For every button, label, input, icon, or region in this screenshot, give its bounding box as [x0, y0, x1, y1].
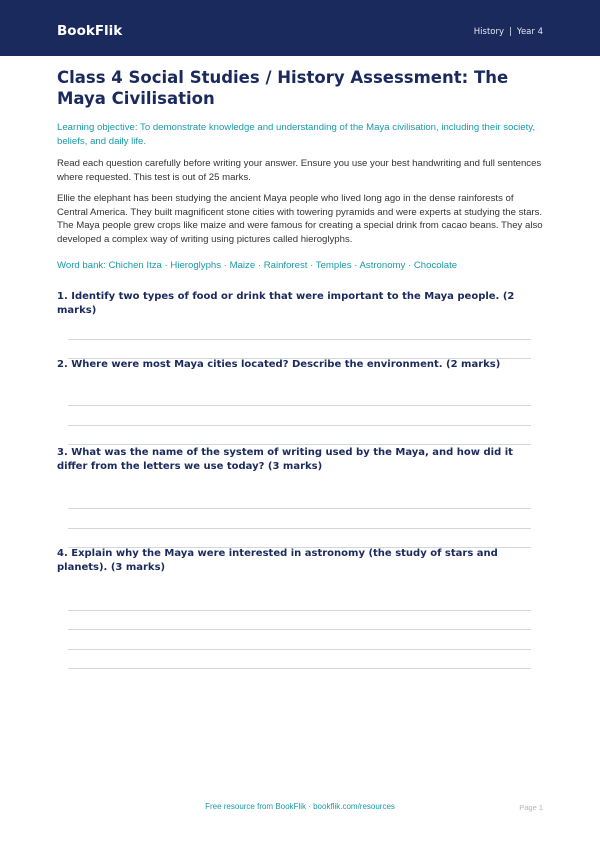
reading-passage: Ellie the elephant has been studying the ancient Maya people who lived long ago in the dense rainforests of Central America. They built magnificent stone cities with towering pyramids and were experts at studying the stars. The Maya people grew crops like maize and were famous for creating a special drink from cacao beans. They also developed a complex way of writing using pictures called hieroglyphs.: [57, 193, 543, 246]
meta-separator: |: [509, 27, 512, 37]
question-2: 2. Where were most Maya cities located? Describe the environment. (2 marks): [57, 359, 501, 370]
word-bank: Word bank: Chichen Itza · Hieroglyphs · Maize · Rainforest · Temples · Astronomy · Chocolate: [57, 260, 458, 271]
subject-label: History: [473, 27, 505, 37]
page-header: [0, 0, 600, 56]
learning-objective: Learning objective: To demonstrate knowledge and understanding of the Maya civilisation, including their society, beliefs, and daily life.: [57, 122, 536, 147]
year-label: Year 4: [516, 27, 543, 37]
answer-line[interactable]: [68, 668, 531, 669]
answer-line[interactable]: [68, 528, 531, 529]
question-3: 3. What was the name of the system of writing used by the Maya, and how did it differ from the letters we use today? (3 marks): [57, 447, 513, 472]
answer-line[interactable]: [68, 610, 531, 611]
brand-logo-text: BookFlik: [57, 23, 123, 39]
question-1: 1. Identify two types of food or drink that were important to the Maya people. (2 marks): [57, 291, 515, 316]
answer-line[interactable]: [68, 444, 531, 445]
answer-line[interactable]: [68, 629, 531, 630]
answer-line[interactable]: [68, 339, 531, 340]
instructions: Read each question carefully before writing your answer. Ensure you use your best handwriting and full sentences where requested. This test is out of 25 marks.: [57, 158, 542, 183]
answer-line[interactable]: [68, 405, 531, 406]
answer-line[interactable]: [68, 425, 531, 426]
page-number: Page 1: [519, 803, 543, 812]
answer-line[interactable]: [68, 649, 531, 650]
footer-resource-link[interactable]: Free resource from BookFlik · bookflik.com/resources: [205, 802, 395, 811]
header-meta: [474, 27, 543, 37]
page-title: Class 4 Social Studies / History Assessment: The Maya Civilisation: [57, 68, 509, 108]
question-4: 4. Explain why the Maya were interested in astronomy (the study of stars and planets). (3 marks): [57, 548, 498, 573]
answer-line[interactable]: [68, 508, 531, 509]
